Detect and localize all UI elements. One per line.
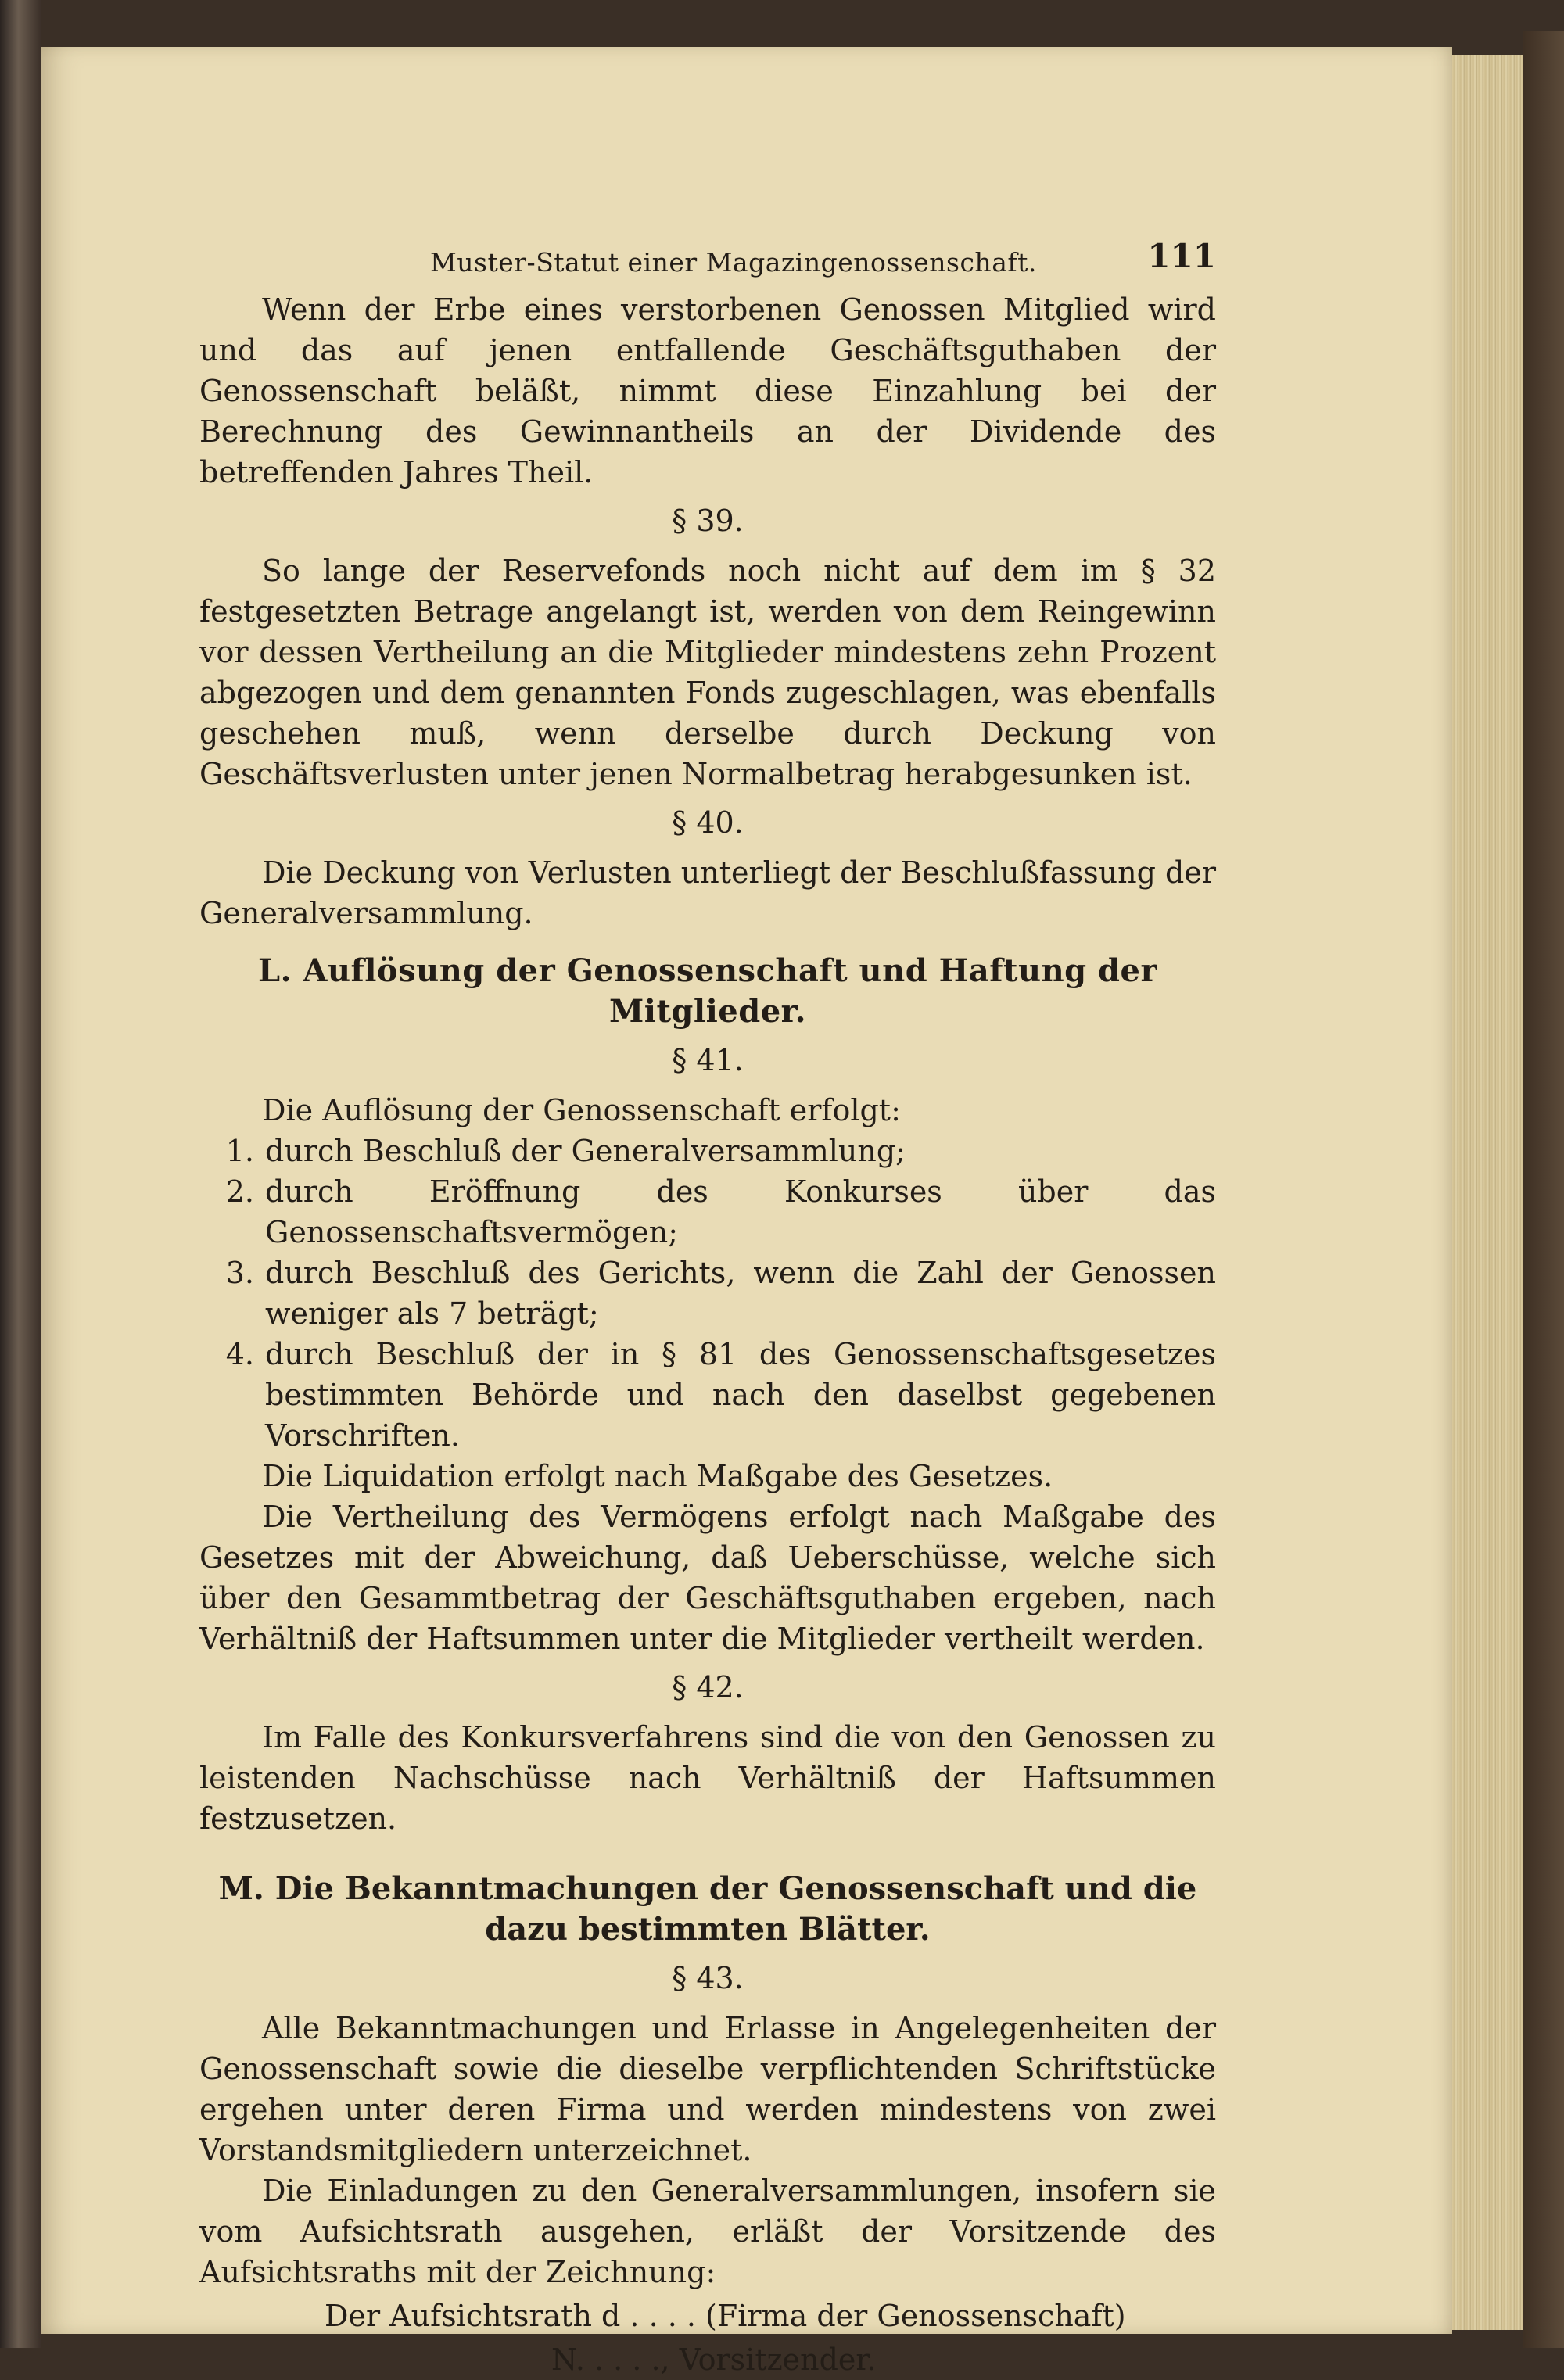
section-42-text: Im Falle des Konkursverfahrens sind die von den Genossen zu leistenden Nachschüsse nach Verhältniß der Haftsummen festzusetzen. (199, 1720, 1216, 1836)
book-cover-edge (1523, 31, 1564, 2348)
list-item-number: 1. (225, 1134, 254, 1168)
section-39-text: So lange der Reservefonds noch nicht auf dem im § 32 festgesetzten Betrage angelangt ist, werden von dem Reingewinn vor dessen Vertheilung an die Mitglieder mindestens zehn Prozent abgezogen und dem genannten Fonds zugeschlagen, was ebenfalls geschehen muß, wenn derselbe durch Deckung von Geschäftsverlusten unter jenen Normalbetrag herabgesunken ist. (199, 554, 1216, 791)
section-41-intro: Die Auflösung der Genossenschaft erfolgt: (262, 1093, 901, 1127)
section-40-text: Die Deckung von Verlusten unterliegt der Beschlußfassung der Generalversammlung. (199, 855, 1216, 930)
section-42-label: § 42. (672, 1670, 744, 1704)
list-item (199, 1334, 1216, 1456)
section-41-liquidation: Die Liquidation erfolgt nach Maßgabe des Gesetzes. (262, 1459, 1053, 1493)
section-43-label: § 43. (672, 1961, 744, 1995)
header-title: Muster-Statut einer Magazingenossenschaft. (430, 247, 1037, 278)
signature-line-1: Der Aufsichtsrath d . . . . (Firma der Genossenschaft) (325, 2299, 1126, 2333)
list-item-number: 4. (225, 1337, 254, 1371)
section-43-text-2: Die Einladungen zu den Generalversammlungen, insofern sie vom Aufsichtsrath ausgehen, erläßt der Vorsitzende des Aufsichtsraths mit der Zeichnung: (199, 2174, 1216, 2289)
section-41-distribution: Die Vertheilung des Vermögens erfolgt nach Maßgabe des Gesetzes mit der Abweichung, daß Ueberschüsse, welche sich über den Gesammtbetrag der Geschäftsguthaben ergeben, nach Verhältniß der Haftsummen unter die Mitglieder vertheilt werden. (199, 1500, 1216, 1656)
list-item-text: durch Beschluß der in § 81 des Genossenschaftsgesetzes bestimmten Behörde und nach den daselbst gegebenen Vorschriften. (265, 1337, 1216, 1453)
signature-line-2: N. . . . ., Vorsitzender. (551, 2342, 877, 2377)
list-item (199, 1171, 1216, 1253)
running-header (199, 227, 1216, 289)
list-item-number: 3. (225, 1256, 254, 1290)
heading-L: L. Auflösung der Genossenschaft und Haftung der Mitglieder. (257, 952, 1158, 1030)
list-item (199, 1253, 1216, 1334)
list-item-text: durch Beschluß des Gerichts, wenn die Zahl der Genossen weniger als 7 beträgt; (265, 1256, 1216, 1331)
list-item-text: durch Eröffnung des Konkurses über das Genossenschaftsvermögen; (265, 1174, 1216, 1249)
section-41-label: § 41. (672, 1043, 744, 1077)
section-43-text-1: Alle Bekanntmachungen und Erlasse in Angelegenheiten der Genossenschaft sowie die dieselbe verpflichtenden Schriftstücke ergehen unter deren Firma und werden mindestens von zwei Vorstandsmitgliedern unterzeichnet. (199, 2011, 1216, 2167)
page-text (199, 227, 1216, 2380)
intro-paragraph: Wenn der Erbe eines verstorbenen Genossen Mitglied wird und das auf jenen entfallende Geschäftsguthaben der Genossenschaft beläßt, nimmt diese Einzahlung bei der Berechnung des Gewinnantheils an der Dividende des betreffenden Jahres Theil. (199, 292, 1216, 489)
section-39-label: § 39. (672, 504, 744, 538)
list-item (199, 1131, 1216, 1171)
page-number: 111 (1147, 237, 1216, 275)
list-item-text: durch Beschluß der Generalversammlung; (265, 1134, 906, 1168)
book-spine (0, 0, 41, 2348)
list-item-number: 2. (225, 1174, 254, 1209)
page-edges (1452, 55, 1523, 2330)
heading-M: M. Die Bekanntmachungen der Genossenschaft und die dazu bestimmten Blätter. (218, 1870, 1197, 1948)
section-41-list (199, 1131, 1216, 1456)
section-40-label: § 40. (672, 805, 744, 840)
